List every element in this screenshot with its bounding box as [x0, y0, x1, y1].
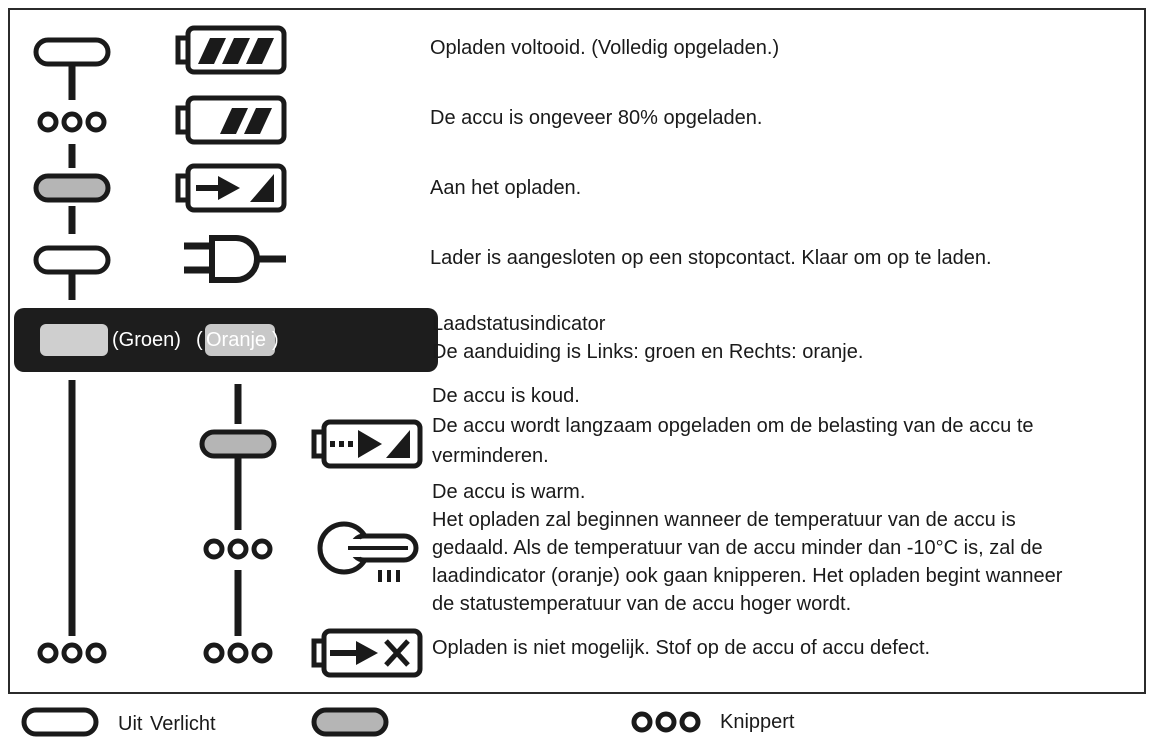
row-eighty-text: De accu is ongeveer 80% opgeladen. — [430, 107, 763, 129]
row-full-text: Opladen voltooid. (Volledig opgeladen.) — [430, 37, 780, 59]
led-blinking-icon — [206, 645, 270, 661]
row-plugged-text: Lader is aangesloten op een stopcontact. Klaar om op te laden. — [430, 247, 992, 269]
indicator-desc: De aanduiding is Links: groen en Rechts: oranje. — [432, 341, 864, 363]
battery-slow-charge-icon — [314, 422, 420, 466]
warm-line-5: de statustemperatuur van de accu hoger wordt. — [432, 593, 852, 615]
led-blinking-icon — [40, 645, 104, 661]
cold-line-2: De accu wordt langzaam opgeladen om de belasting van de accu te — [432, 415, 1034, 437]
indicator-title: Laadstatusindicator — [432, 313, 606, 335]
led-off-icon — [36, 40, 108, 64]
battery-charged-icon — [178, 98, 284, 142]
legend-off-icon — [24, 710, 96, 734]
battery-error-icon — [314, 631, 420, 675]
warm-line-3: gedaald. Als de temperatuur van de accu minder dan -10°C is, zal de — [432, 537, 1043, 559]
row-charging-text: Aan het opladen. — [430, 177, 582, 199]
legend-lit-label: Verlicht — [150, 713, 216, 735]
orange-close-paren: ) — [272, 329, 279, 351]
led-blinking-icon — [206, 541, 270, 557]
led-off-icon — [36, 248, 108, 272]
orange-open-paren: ( — [196, 329, 203, 351]
warm-line-1: De accu is warm. — [432, 481, 586, 503]
plug-icon — [184, 238, 286, 280]
legend-off-label: Uit — [118, 713, 143, 735]
led-blinking-icon — [40, 114, 104, 130]
battery-full-icon — [178, 28, 284, 72]
led-lit-icon — [202, 432, 274, 456]
legend-blink-icon — [634, 714, 698, 730]
warm-line-4: laadindicator (oranje) ook gaan knipperen. Het opladen begint wanneer — [432, 565, 1063, 587]
cold-line-1: De accu is koud. — [432, 385, 580, 407]
cold-line-3: verminderen. — [432, 445, 549, 467]
led-lit-icon — [36, 176, 108, 200]
legend-blink-label: Knippert — [720, 711, 795, 733]
green-swatch — [40, 324, 108, 356]
orange-label: Oranje — [206, 329, 267, 351]
thermometer-icon — [320, 524, 416, 582]
legend-lit-icon — [314, 710, 386, 734]
battery-charging-icon — [178, 166, 284, 210]
error-text: Opladen is niet mogelijk. Stof op de accu of accu defect. — [432, 637, 931, 659]
green-label: (Groen) — [112, 329, 181, 351]
warm-line-2: Het opladen zal beginnen wanneer de temperatuur van de accu is — [432, 509, 1016, 531]
